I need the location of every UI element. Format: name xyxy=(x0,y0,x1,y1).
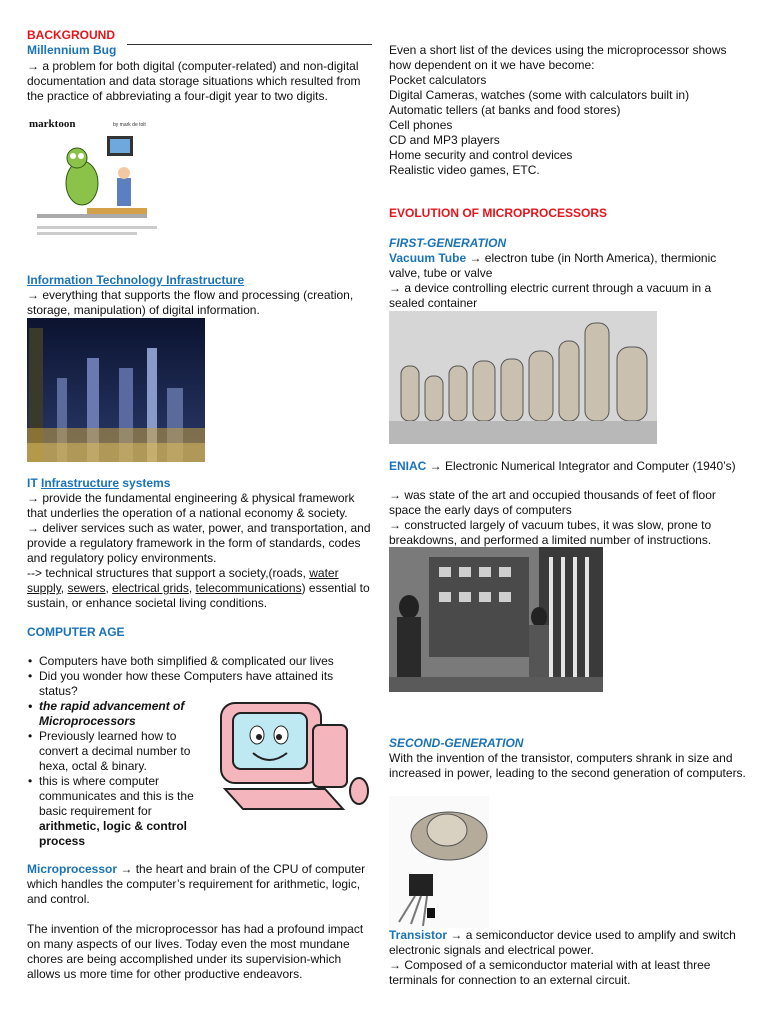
vacuum-tube-text-2: → a device controlling electric current through a vacuum in a sealed container xyxy=(389,281,712,310)
device-item: Digital Cameras, watches (some with calculators built in) xyxy=(389,88,690,102)
background-heading: BACKGROUND xyxy=(27,28,115,42)
transistor-image xyxy=(389,796,489,928)
device-item: Home security and control devices xyxy=(389,148,573,162)
vacuum-tube-definition xyxy=(389,251,749,281)
telecommunications-link[interactable]: telecommunications xyxy=(195,581,302,595)
cartoon-byline: by mark de tolt xyxy=(113,122,146,128)
transistor-term: Transistor xyxy=(389,928,448,942)
eniac-photo-image xyxy=(389,547,603,692)
microprocessor-definition xyxy=(27,862,372,907)
p3-text-end: ) essential to sustain, or enhance societal living conditions. xyxy=(27,581,370,610)
first-generation-heading: FIRST-GENERATION xyxy=(389,236,507,250)
marktoon-cartoon-image xyxy=(27,118,172,244)
electrical-grids-link[interactable]: electrical grids xyxy=(112,581,189,595)
millennium-bug-text: → a problem for both digital (computer-related) and non-digital documentation and data storage situations which resulted from the practice of abbreviating a four-digit year to two digits. xyxy=(27,59,361,103)
it-systems-p2: → deliver services such as water, power, and transportation, and provide a regulatory framework in the form of standards, codes and regulatory policy environments. xyxy=(27,521,371,565)
it-systems-suffix: systems xyxy=(119,476,171,490)
device-item: Pocket calculators xyxy=(389,73,487,87)
eniac-term: ENIAC xyxy=(389,459,427,473)
transistor-definition xyxy=(389,928,749,958)
millennium-bug-title: Millennium Bug xyxy=(27,43,117,57)
it-systems-p3 xyxy=(27,566,372,611)
eniac-text-2: → was state of the art and occupied thousands of feet of floor space the early days of computers xyxy=(389,488,716,517)
second-generation-text: With the invention of the transistor, computers shrank in size and increased in power, leading to the second generation of computers. xyxy=(389,751,746,780)
invention-paragraph: The invention of the microprocessor has had a profound impact on many aspects of our lives. Today even the most mundane chores are being accomplished under its supervision-which allows us more time for other productive endeavors. xyxy=(27,922,364,981)
bullet-item: • Previously learned how to convert a decimal number to hexa, octal & binary. xyxy=(39,729,202,774)
device-item: CD and MP3 players xyxy=(389,133,500,147)
p3-text-a: --> technical structures that support a society,(roads, xyxy=(27,566,310,580)
it-infrastructure-text: → everything that supports the flow and processing (creation, storage, manipulation) of digital information. xyxy=(27,288,354,317)
microprocessor-term: Microprocessor xyxy=(27,862,118,876)
device-item: Automatic tellers (at banks and food stores) xyxy=(389,103,621,117)
eniac-text-3: → constructed largely of vacuum tubes, it was slow, prone to breakdowns, and performed a limited number of instructions. xyxy=(389,518,712,547)
it-infrastructure-link[interactable]: Information Technology Infrastructure xyxy=(27,273,245,287)
cartoon-computer-image xyxy=(213,697,373,823)
water-supply-link[interactable]: water supply xyxy=(27,566,339,595)
heading-rule xyxy=(127,44,372,45)
vacuum-tube-text: → electron tube (in North America), thermionic valve, tube or valve xyxy=(389,251,717,280)
second-generation-heading: SECOND-GENERATION xyxy=(389,736,524,750)
bullet-text: this is where computer communicates and this is the basic requirement for xyxy=(39,774,194,818)
sewers-link[interactable]: sewers xyxy=(67,581,106,595)
bullet-item xyxy=(39,774,202,849)
vacuum-tubes-image xyxy=(389,311,657,444)
bullet-item: • the rapid advancement of Microprocessors xyxy=(39,699,202,729)
eniac-text: → Electronic Numerical Integrator and Computer (1940’s) xyxy=(426,459,736,473)
bullet-item: • Did you wonder how these Computers have attained its status? xyxy=(39,669,372,699)
bullet-bold: arithmetic, logic & control process xyxy=(39,819,188,848)
eniac-definition xyxy=(389,459,749,474)
it-systems-heading xyxy=(27,476,372,491)
it-systems-prefix: IT xyxy=(27,476,41,490)
transistor-text-2: → Composed of a semiconductor material with at least three terminals for connection to an external circuit. xyxy=(389,958,711,987)
vacuum-tube-term: Vacuum Tube xyxy=(389,251,467,265)
computer-age-list-top xyxy=(27,654,372,699)
transistor-text: → a semiconductor device used to amplify and switch electronic signals and electrical power. xyxy=(389,928,736,957)
microprocessor-text: → the heart and brain of the CPU of computer which handles the computer’s requirement for arithmetic, logic, and control. xyxy=(27,862,366,906)
city-skyline-image xyxy=(27,318,205,462)
computer-age-heading: COMPUTER AGE xyxy=(27,625,125,639)
devices-intro: Even a short list of the devices using the microprocessor shows how dependent on it we have become: xyxy=(389,43,727,72)
device-item: Realistic video games, ETC. xyxy=(389,163,540,177)
cartoon-brand: marktoon xyxy=(29,118,76,130)
it-systems-p1: → provide the fundamental engineering & physical framework that underlies the operation of a national economy & society. xyxy=(27,491,355,520)
evolution-heading: EVOLUTION OF MICROPROCESSORS xyxy=(389,206,608,220)
p3-comma-1: , xyxy=(60,581,68,595)
bullet-item: • Computers have both simplified & complicated our lives xyxy=(39,654,372,669)
p3-comma-2: , xyxy=(105,581,113,595)
p3-comma-3: , xyxy=(188,581,196,595)
computer-age-list-bottom xyxy=(27,699,202,849)
infrastructure-link[interactable]: Infrastructure xyxy=(41,476,120,490)
devices-list xyxy=(389,73,749,178)
device-item: Cell phones xyxy=(389,118,453,132)
